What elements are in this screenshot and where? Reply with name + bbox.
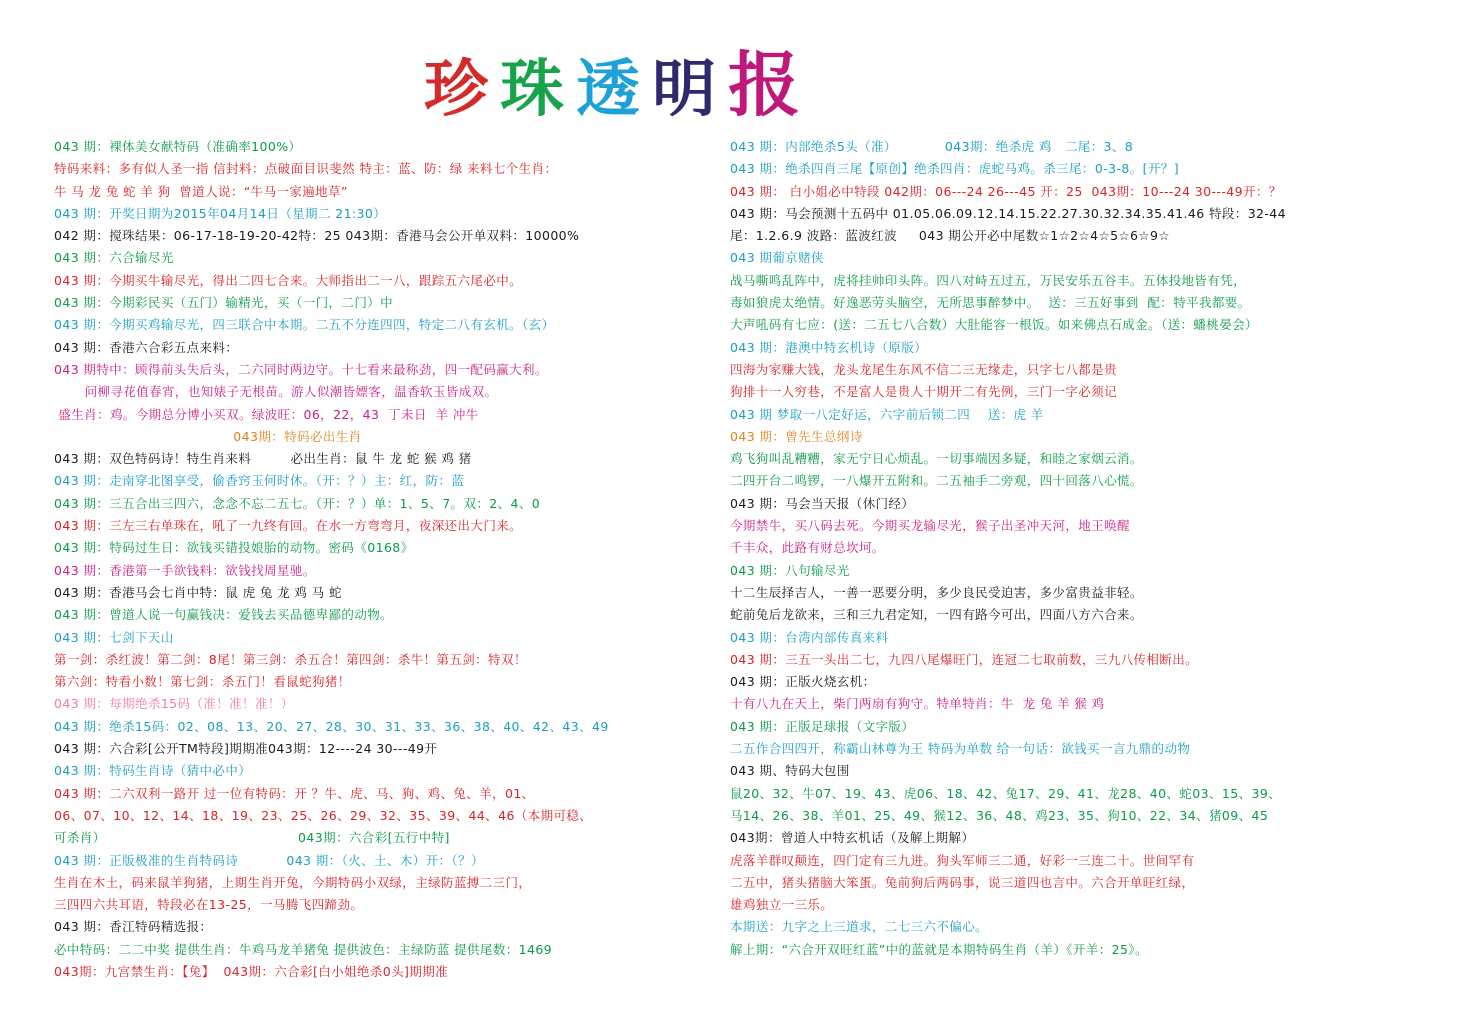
page-title [424, 30, 905, 126]
right-text-line: 043 期：台湾内部传真来料 [730, 629, 889, 645]
left-text-line: 问柳寻花值春宵，也知婊子无根苗。游人似潮皆嫖客，温香软玉皆成双。 [54, 384, 498, 400]
right-text-line: 043 期：正版火烧玄机： [730, 674, 876, 690]
right-text-line: 043 期葡京赌侠 [730, 250, 824, 266]
right-text-line: 尾：1.2.6.9 波路：蓝波红波 043 期公开必中尾数☆1☆2☆4☆5☆6☆9☆ [730, 228, 1170, 244]
left-text-line: 043 期：今期买牛输尽光，得出二四七合来。大师指出二一八，跟踪五六尾必中。 [54, 272, 523, 288]
right-column [730, 136, 1430, 961]
right-text-line: 雄鸡独立一三乐。 [730, 897, 834, 913]
right-text-line: 043 期：绝杀四肖三尾【原创】绝杀四肖：虎蛇马鸡。杀三尾：0-3-8。[开？] [730, 161, 1179, 177]
left-text-line: 043 期：双色特码诗！特生肖来料 必出生肖：鼠 牛 龙 蛇 猴 鸡 猪 [54, 451, 472, 467]
left-text-line: 043 期：香江特码精选报： [54, 919, 213, 935]
left-text-line: 043 期：特码生肖诗（猜中必中） [54, 763, 252, 779]
left-text-line: 06、07、10、12、14、18、19、23、25、26、29、32、35、39、44、46（本期可稳、 [54, 807, 593, 823]
right-text-line: 十二生辰择吉人，一善一恶要分明，多少良民受迫害，多少富贵益非轻。 [730, 584, 1143, 600]
left-text-line: 043 期：香港六合彩五点来料： [54, 339, 239, 355]
right-text-line: 二五中，猪头猪脑大笨蛋。兔前狗后两码事，说三道四也言中。六合开单旺红绿， [730, 874, 1195, 890]
right-text-line: 千丰众，此路有财总坎坷。 [730, 540, 885, 556]
left-text-line: 043 期：特码过生日：欲钱买错投娘胎的动物。密码《0168》 [54, 540, 414, 556]
right-text-line: 鼠20、32、牛07、19、43、虎06、18、42、兔17、29、41、龙28、40、蛇03、15、39、 [730, 785, 1282, 801]
left-text-line: 043 期：今期买鸡输尽光，四三联合中本期。二五不分连四四，特定二八有玄机。（玄） [54, 317, 555, 333]
left-text-line: 043 期：香港马会七肖中特：鼠 虎 兔 龙 鸡 马 蛇 [54, 584, 342, 600]
right-text-line: 鸡飞狗叫乱糟糟，家无宁日心烦乱。一切事端因多疑，和睦之家烟云消。 [730, 451, 1143, 467]
left-text-line: 043 期：三五合出三四六，念念不忘二五七。（开：？）单：1、5、7。双：2、4、0 [54, 495, 541, 511]
left-text-line: 043 期：走南穿北图享受，偷香窍玉何时休。（开：？）主：红，防：蓝 [54, 473, 465, 489]
right-text-line: 043 期：曾先生总纲诗 [730, 428, 863, 444]
right-text-line: 043 期：港澳中特玄机诗（原版） [730, 339, 928, 355]
right-text-line: 043 期： 白小姐必中特段 042期：06---24 26---45 开：25 043期：10---24 30---49开：？ [730, 183, 1282, 199]
right-text-line: 马14、26、38、羊01、25、49、猴12、36、48、鸡23、35、狗10、22、34、猪09、45 [730, 807, 1269, 823]
right-text-line: 十有八九在天上，柴门两扇有狗守。特单特肖：牛 龙 兔 羊 猴 鸡 [730, 696, 1105, 712]
right-text-line: 本期送：九字之上三道求，二七三六不偏心。 [730, 919, 989, 935]
left-text-line: 043 期：绝杀15码：02、08、13、20、27、28、30、31、33、36、38、40、42、43、49 [54, 718, 609, 734]
right-text-line: 四海为家赚大钱，龙头龙尾生东风不信二三无缘走，只字七八都是贵 [730, 361, 1118, 377]
left-text-line: 043 期：六合彩[公开TM特段]期期准043期：12----24 30---49开 [54, 741, 438, 757]
title-char-1: 珍 [424, 52, 488, 125]
right-text-line: 狗排十一人穷巷，不是富人是贵人十期开二有先例，三门一字必须记 [730, 384, 1118, 400]
title-char-5: 报 [728, 44, 801, 126]
left-text-line: 043 期：开奖日期为2015年04月14日（星期二 21:30） [54, 205, 387, 221]
right-text-line: 二四开台二鸣锣，一八爆开五附和。二五袖手二旁观，四十回落八心慌。 [730, 473, 1143, 489]
left-text-line: 可杀肖） 043期：六合彩[五行中特] [54, 830, 450, 846]
left-text-line: 043 期：二六双利一路开 过一位有特码：开 ？牛、虎、马、狗、鸡、兔、羊，01、 [54, 785, 535, 801]
right-text-line: 解上期：“六合开双旺红蓝”中的蓝就是本期特码生肖（羊）《开羊：25》。 [730, 941, 1148, 957]
left-text-line: 第一剑：杀红波！第二剑：8尾！第三剑：杀五合！第四剑：杀牛！第五剑：特双！ [54, 651, 527, 667]
left-text-line: 043 期：每期绝杀15码（准！准！准！） [54, 696, 294, 712]
left-text-line: 043 期：七剑下天山 [54, 629, 174, 645]
left-text-line: 043 期：香港第一手欲钱料：欲钱找周星驰。 [54, 562, 316, 578]
right-text-line: 二五作合四四开，称霸山林尊为王 特码为单数 给一句话：欲钱买一言九鼎的动物 [730, 741, 1191, 757]
right-text-line: 043 期：八句输尽光 [730, 562, 850, 578]
right-text-line: 大声吼码有七应：(送：二五七八合数）大肚能容一根饭。如来佛点石成金。（送：蟠桃晏会） [730, 317, 1258, 333]
left-text-line: 必中特码：二二中奖 提供生肖：牛鸡马龙羊猪兔 提供波色：主绿防蓝 提供尾数：1469 [54, 941, 553, 957]
left-text-line: 043 期：今期彩民买（五门）输精光，买（一门，二门）中 [54, 295, 394, 311]
right-text-line: 043 期：马会预测十五码中 01.05.06.09.12.14.15.22.27.30.32.34.35.41.46 特段：32-44 [730, 205, 1287, 221]
left-text-line: 043 期：曾道人说一句赢钱决：爱钱去买品德卑鄙的动物。 [54, 607, 394, 623]
right-text-line: 蛇前兔后龙欲来，三和三九君定知，一四有路今可出，四面八方六合来。 [730, 607, 1143, 623]
right-text-line: 战马嘶鸣乱阵中，虎将挂帅印头阵。四八对峙五过五，万民安乐五谷丰。五体投地皆有凭， [730, 272, 1247, 288]
left-text-line: 特码来料：多有似人圣一指 信封料：点破面目识斐然 特主：蓝、防：绿 来料七个生肖： [54, 161, 558, 177]
left-text-line: 盛生肖：鸡。今期总分博小买双。绿波旺：06，22，43 丁未日 羊 冲牛 [54, 406, 479, 422]
right-text-line: 043 期 梦取一八定好运，六字前后锁二四 送：虎 羊 [730, 406, 1044, 422]
right-text-line: 043 期：马会当天报（休门经） [730, 495, 915, 511]
right-text-line: 毒如狼虎太绝情。好逸恶劳头脑空，无所思事醉梦中。 送：三五好事到 配：特平我都要。 [730, 295, 1251, 311]
left-text-line: 生肖在木土，码来鼠羊狗猪，上期生肖开兔，今期特码小双绿，主绿防蓝搏二三门， [54, 874, 532, 890]
left-column [54, 136, 714, 983]
right-text-line: 043期：曾道人中特玄机话（及解上期解） [730, 830, 975, 846]
left-text-line: 043 期特中：顾得前头失后头，二六同时两边守。十七看来最称劲，四一配码赢大利。 [54, 361, 548, 377]
left-text-line: 043期：特码必出生肖 [54, 428, 362, 444]
right-text-line: 043 期、特码大包围 [730, 763, 850, 779]
left-text-line: 三四四六共耳语，特段必在13-25，一马腾飞四蹄劲。 [54, 897, 364, 913]
left-text-line: 043 期：裸体美女献特码（准确率100%） [54, 139, 302, 154]
right-text-line: 043 期：正版足球报（文字版） [730, 718, 915, 734]
left-text-line: 043 期：六合输尽光 [54, 250, 174, 266]
left-text-line: 第六剑：特看小数！第七剑：杀五门！看鼠蛇狗猪！ [54, 674, 351, 690]
right-text-line: 043 期：内部绝杀5头（准） 043期：绝杀虎 鸡 二尾：3、8 [730, 139, 1134, 154]
left-text-line: 042 期：搅珠结果：06-17-18-19-20-42特：25 043期：香港马会公开单双料：10000% [54, 228, 580, 244]
left-text-line: 牛 马 龙 兔 蛇 羊 狗 曾道人说：“牛马一家遍地草” [54, 183, 348, 199]
left-text-line: 043 期：三左三右单珠在，吼了一九终有回。在水一方弯弯月，夜深还出大门来。 [54, 518, 523, 534]
right-text-line: 虎落羊群叹颠连，四门定有三九进。狗头军师三二通，好彩一三连二十。世间罕有 [730, 852, 1195, 868]
left-text-line: 043 期：正版极准的生肖特码诗 043 期：（火、土、木）开：（？） [54, 852, 484, 868]
left-text-line: 043期：九宫禁生肖：【兔】 043期：六合彩[白小姐绝杀0头]期期准 [54, 963, 449, 979]
title-char-3: 透 [576, 52, 640, 125]
title-char-4: 明 [652, 52, 716, 125]
right-text-line: 043 期：三五一头出二七，九四八尾爆旺门，连冠二七取前数，三九八传相断出。 [730, 651, 1199, 667]
title-char-2: 珠 [500, 52, 564, 125]
right-text-line: 今期禁牛，买八码去死。今期买龙输尽光，猴子出圣冲天河，地王唤醒 [730, 518, 1130, 534]
